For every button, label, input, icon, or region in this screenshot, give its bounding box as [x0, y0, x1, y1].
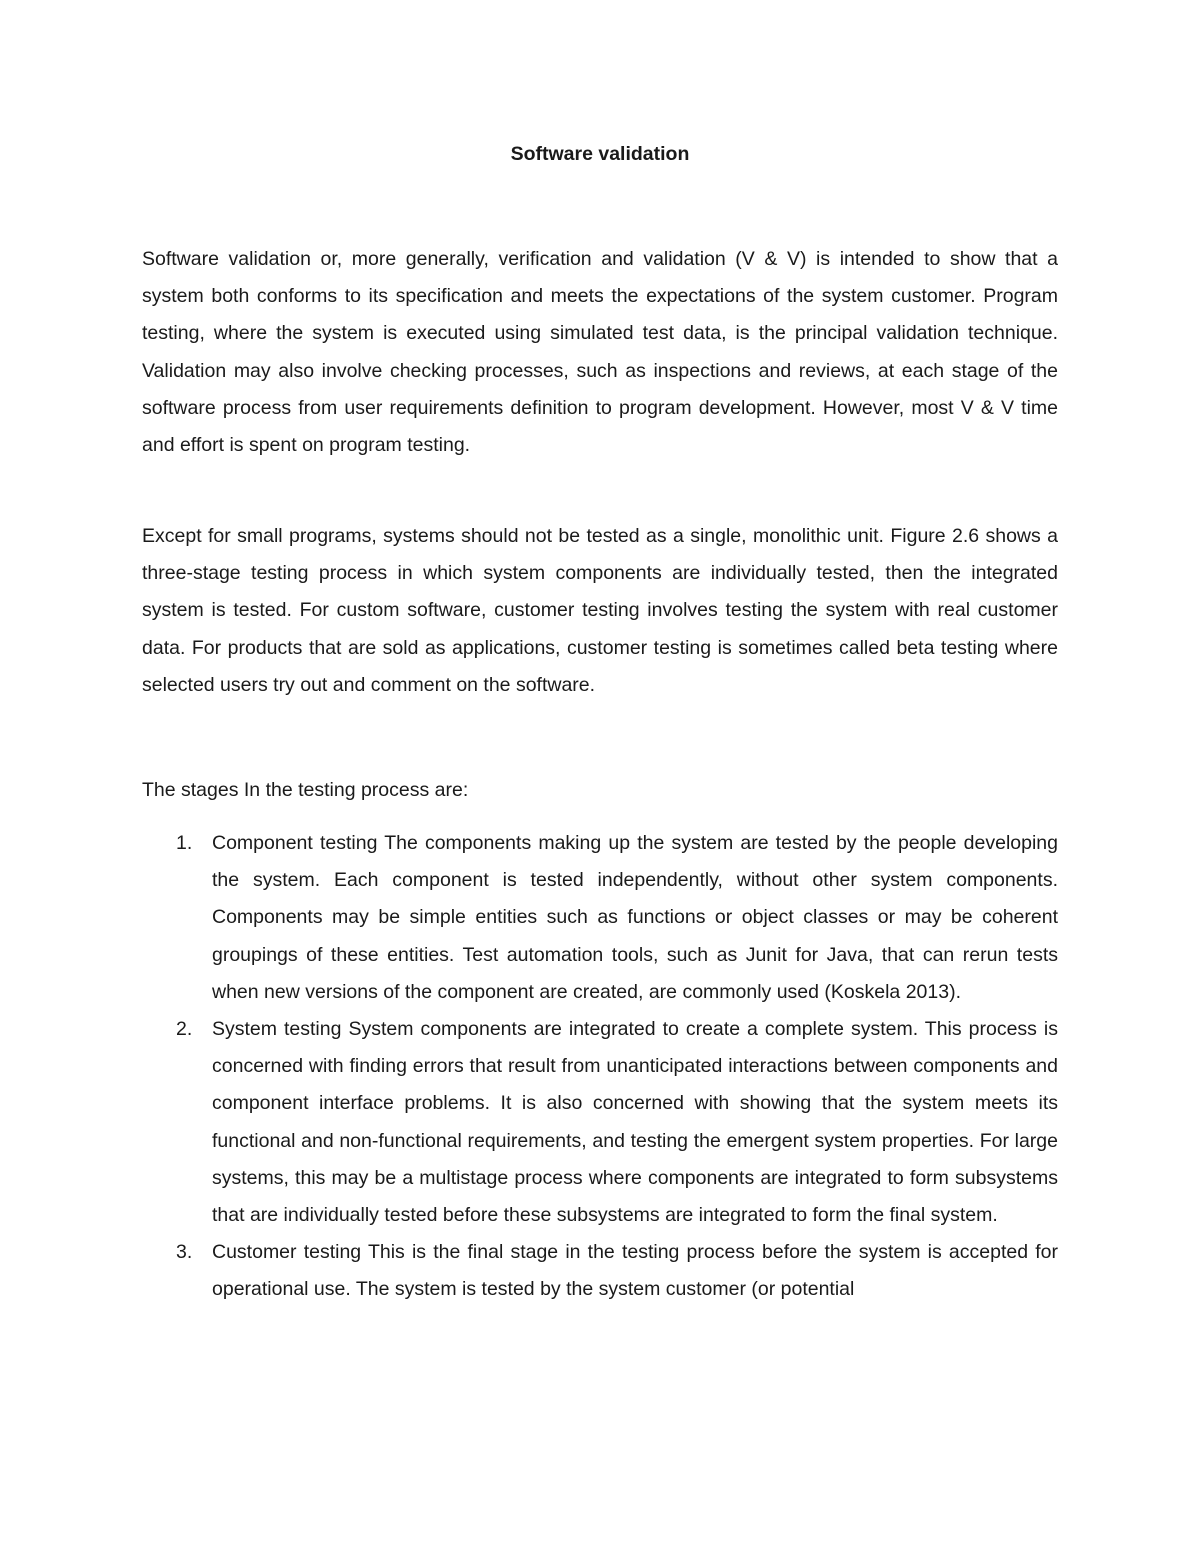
paragraph-testing-process: Except for small programs, systems should not be tested as a single, monolithic unit. Figure 2.6 shows a three-stage testing process in which system components are individually tested, then the integrated system is tested. For custom software, customer testing involves testing the system with real customer data. For products that are sold as applications, customer testing is sometimes called beta testing where selected users try out and comment on the software.	[142, 525, 1058, 696]
list-item-number: 2.	[176, 1018, 193, 1041]
list-item-text: Customer testing This is the final stage in the testing process before the system is accepted for operational use. The system is tested by the system customer (or potential	[212, 1241, 1058, 1301]
list-item	[142, 825, 1058, 1011]
list-item-number: 1.	[176, 832, 193, 854]
list-item	[142, 1011, 1058, 1234]
list-item-text: Component testing The components making up the system are tested by the people developing the system. Each component is tested independently, without other system components. Components may be simple entities such as functions or object classes or may be coherent groupings of these entities. Test automation tools, such as Junit for Java, that can rerun tests when new versions of the component are created, are commonly used (Koskela 2013).	[212, 832, 1058, 1003]
list-item-number: 3.	[176, 1241, 193, 1264]
list-item-text: System testing System components are integrated to create a complete system. This process is concerned with finding errors that result from unanticipated interactions between components and component interface problems. It is also concerned with showing that the system meets its functional and non-functional requirements, and testing the emergent system properties. For large systems, this may be a multistage process where components are integrated to form subsystems that are individually tested before these subsystems are integrated to form the final system.	[212, 1018, 1058, 1227]
list-item	[142, 1234, 1058, 1308]
document-title: Software validation	[510, 143, 690, 165]
paragraph-intro: Software validation or, more generally, verification and validation (V & V) is intended to show that a system both conforms to its specification and meets the expectations of the system customer. Program testing, where the system is executed using simulated test data, is the principal validation technique. Validation may also involve checking processes, such as inspections and reviews, at each stage of the software process from user requirements definition to program development. However, most V & V time and effort is spent on program testing.	[142, 248, 1058, 457]
stages-list	[142, 825, 1058, 1309]
paragraph-stages-heading: The stages In the testing process are:	[142, 779, 469, 801]
